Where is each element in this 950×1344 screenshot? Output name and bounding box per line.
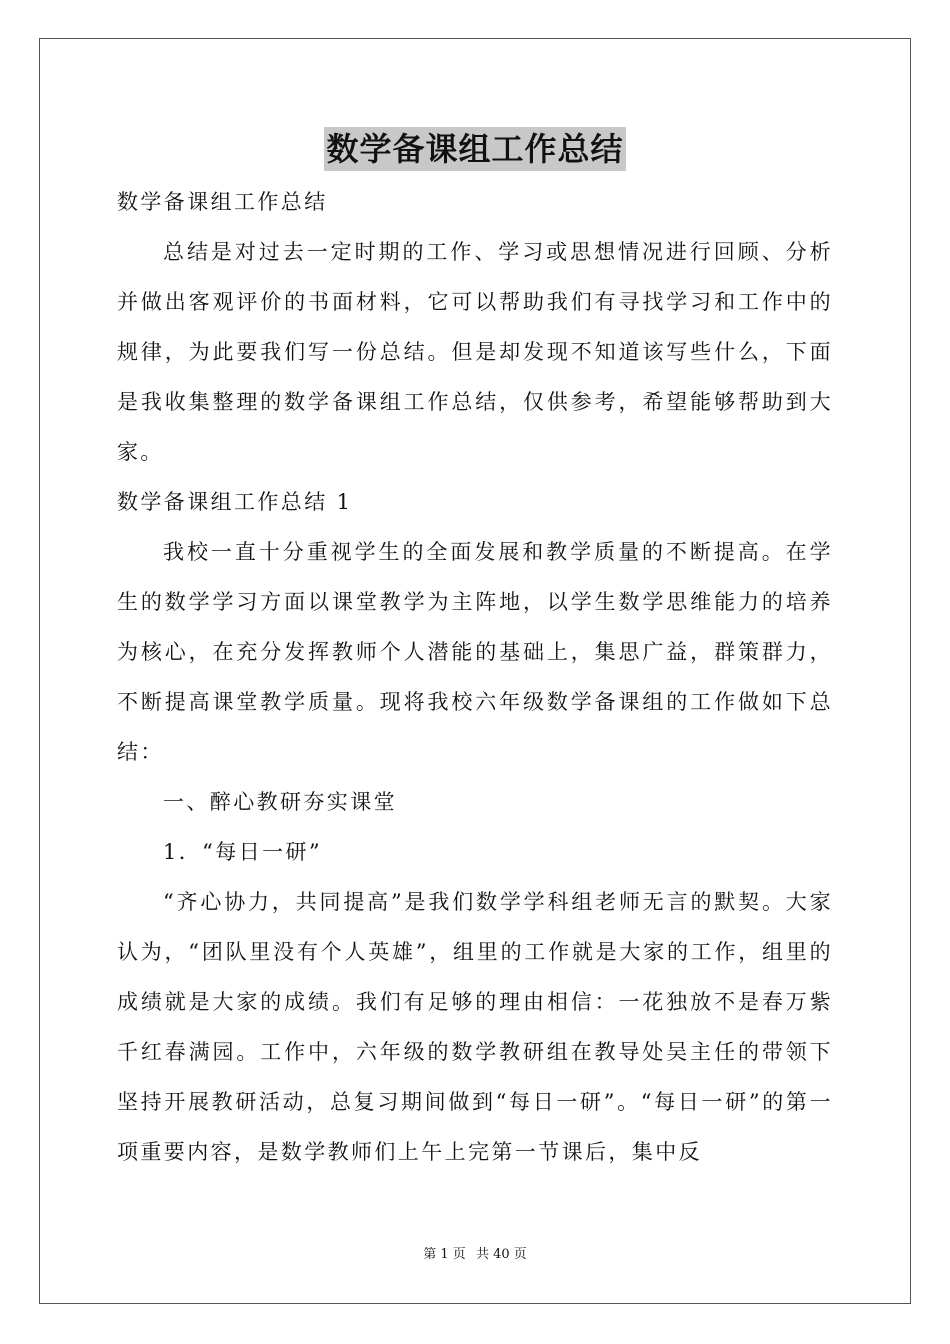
page-number: 第 1 页	[423, 1247, 466, 1262]
document-body	[117, 177, 833, 1177]
subsection-heading: 1．“每日一研”	[163, 840, 323, 864]
subsection-heading: 一、醉心教研夯实课堂	[163, 790, 397, 814]
document-title: 数学备课组工作总结	[324, 127, 625, 171]
paragraph: 我校一直十分重视学生的全面发展和教学质量的不断提高。在学生的数学学习方面以课堂教学为主阵地，以学生数学思维能力的培养为核心，在充分发挥教师个人潜能的基础上，集思广益，群策群力，不断提高课堂教学质量。现将我校六年级数学备课组的工作做如下总结：	[117, 540, 833, 764]
title-area	[0, 127, 950, 171]
section-heading: 数学备课组工作总结 1	[117, 490, 353, 514]
page-footer	[0, 1246, 950, 1264]
total-pages: 共 40 页	[475, 1247, 527, 1262]
paragraph: 数学备课组工作总结	[117, 190, 328, 214]
paragraph: 总结是对过去一定时期的工作、学习或思想情况进行回顾、分析并做出客观评价的书面材料，它可以帮助我们有寻找学习和工作中的规律，为此要我们写一份总结。但是却发现不知道该写些什么，下面是我收集整理的数学备课组工作总结，仅供参考，希望能够帮助到大家。	[117, 240, 833, 464]
paragraph: “齐心协力，共同提高”是我们数学学科组老师无言的默契。大家认为，“团队里没有个人英雄”，组里的工作就是大家的工作，组里的成绩就是大家的成绩。我们有足够的理由相信：一花独放不是春万紫千红春满园。工作中，六年级的数学教研组在教导处吴主任的带领下坚持开展教研活动，总复习期间做到“每日一研”。“每日一研”的第一项重要内容，是数学教师们上午上完第一节课后，集中反	[117, 890, 833, 1164]
